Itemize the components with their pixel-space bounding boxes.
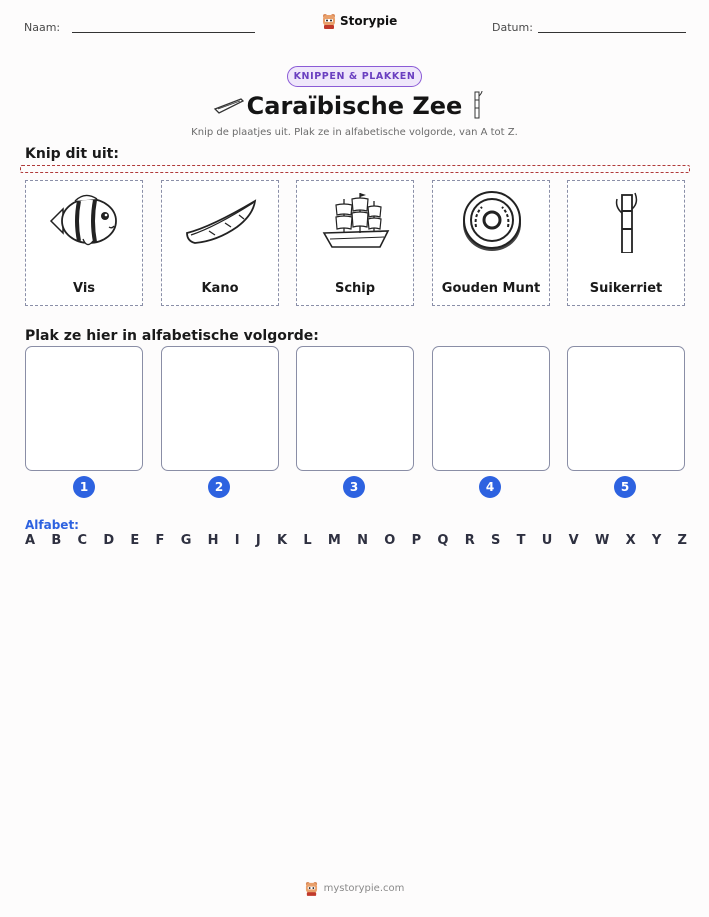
card-label: Schip (334, 281, 376, 296)
name-line (72, 32, 255, 33)
footer-url[interactable]: mystorypie.com (323, 883, 405, 894)
ship-icon (316, 189, 396, 253)
slot-number: 4 (479, 476, 501, 498)
cut-card-vis[interactable] (25, 180, 143, 306)
sugarcane-icon (587, 189, 667, 253)
cut-card-kano[interactable] (161, 180, 279, 306)
fish-icon (45, 189, 125, 253)
footer (0, 881, 709, 896)
activity-badge: KNIPPEN & PLAKKEN (287, 66, 422, 87)
paste-heading: Plak ze hier in alfabetische volgorde: (25, 328, 319, 344)
paste-slot-3[interactable] (296, 346, 414, 471)
alphabet-letter: W (594, 533, 610, 548)
card-label: Vis (72, 281, 96, 296)
sugarcane-title-icon (471, 90, 483, 120)
paste-slot-5[interactable] (567, 346, 685, 471)
alphabet-label: Alfabet: (25, 518, 79, 532)
card-label: Gouden Munt (441, 281, 541, 296)
date-label: Datum: (492, 21, 533, 34)
alphabet-letter: G (180, 533, 192, 548)
page-title: Caraïbische Zee (246, 92, 463, 120)
alphabet-letter: I (234, 533, 240, 548)
alphabet-letter: N (357, 533, 369, 548)
cut-line (20, 165, 690, 173)
alphabet-letter: H (207, 533, 219, 548)
date-line (538, 32, 686, 33)
alphabet-row (25, 533, 687, 548)
card-label: Suikerriet (589, 281, 663, 296)
cut-heading: Knip dit uit: (25, 146, 119, 162)
slot-number: 1 (73, 476, 95, 498)
alphabet-letter: L (303, 533, 312, 548)
alphabet-letter: P (411, 533, 422, 548)
slot-number: 3 (343, 476, 365, 498)
alphabet-letter: S (491, 533, 501, 548)
slot-number: 5 (614, 476, 636, 498)
alphabet-letter: F (155, 533, 165, 548)
alphabet-letter: Q (437, 533, 449, 548)
card-label: Kano (201, 281, 239, 296)
instructions: Knip de plaatjes uit. Plak ze in alfabetische volgorde, van A tot Z. (191, 127, 518, 138)
alphabet-letter: E (130, 533, 140, 548)
paste-slot-2[interactable] (161, 346, 279, 471)
paste-slot-1[interactable] (25, 346, 143, 471)
alphabet-letter: C (77, 533, 88, 548)
footer-mascot-icon (305, 881, 318, 896)
brand-logo (322, 13, 397, 29)
canoe-icon (181, 189, 261, 253)
alphabet-letter: B (51, 533, 62, 548)
alphabet-letter: X (625, 533, 636, 548)
alphabet-letter: Z (677, 533, 687, 548)
name-label: Naam: (24, 21, 61, 34)
alphabet-letter: D (103, 533, 115, 548)
gold-coin-icon (452, 189, 532, 253)
alphabet-letter: A (25, 533, 36, 548)
alphabet-letter: K (277, 533, 288, 548)
alphabet-letter: U (541, 533, 553, 548)
brand-name: Storypie (340, 14, 398, 28)
cut-card-suikerriet[interactable] (567, 180, 685, 306)
cut-card-schip[interactable] (296, 180, 414, 306)
cut-card-gouden-munt[interactable] (432, 180, 550, 306)
alphabet-letter: M (327, 533, 341, 548)
slot-number: 2 (208, 476, 230, 498)
alphabet-letter: T (516, 533, 526, 548)
brand-mascot-icon (322, 13, 336, 29)
alphabet-letter: Y (651, 533, 662, 548)
alphabet-letter: R (464, 533, 475, 548)
alphabet-letter: O (384, 533, 396, 548)
alphabet-letter: J (255, 533, 261, 548)
alphabet-letter: V (568, 533, 579, 548)
paste-slot-4[interactable] (432, 346, 550, 471)
